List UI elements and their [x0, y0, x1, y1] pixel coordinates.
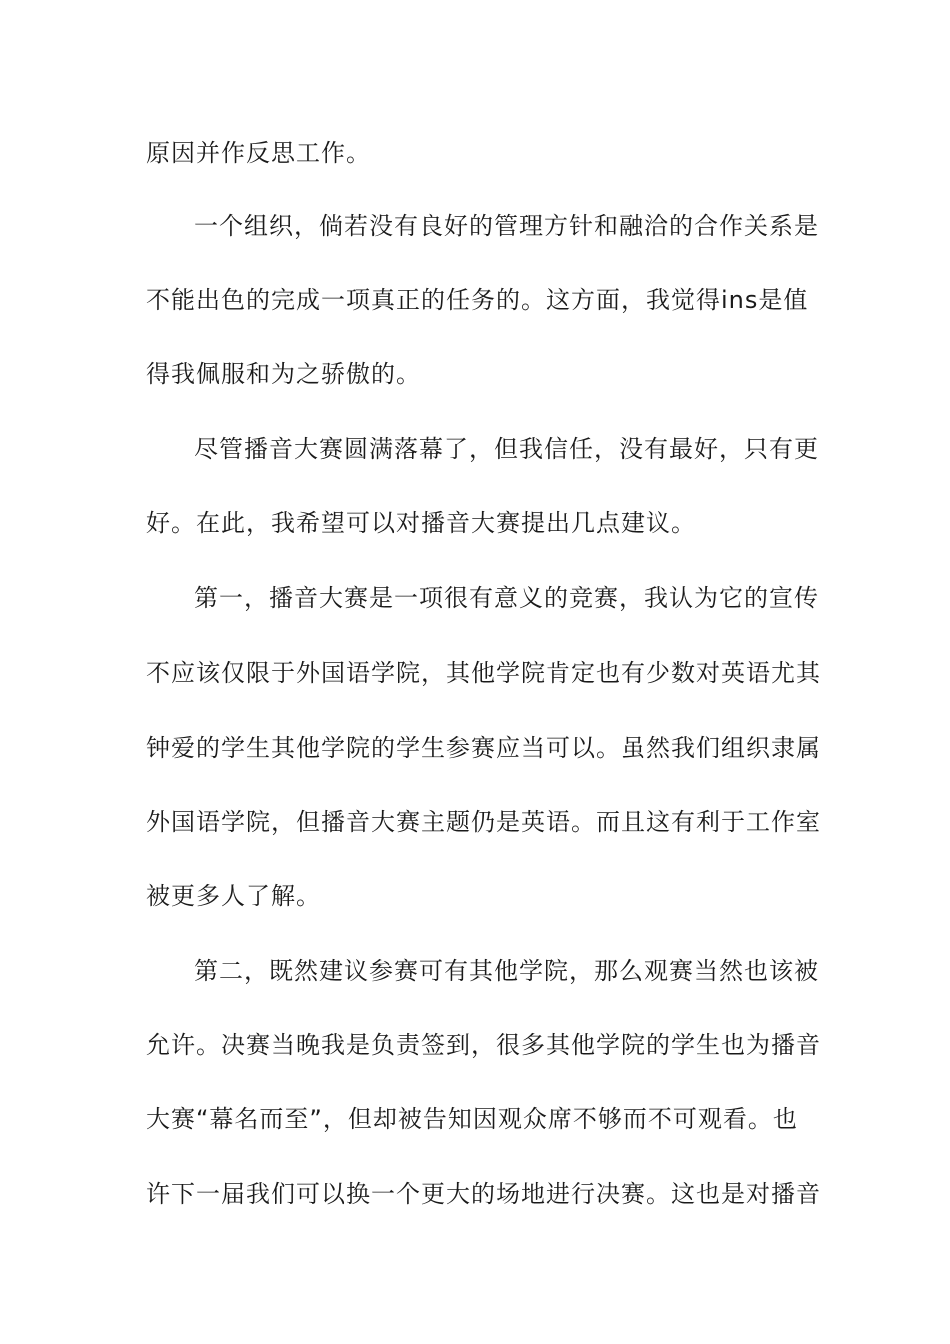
text-line: 允许。决赛当晚我是负责签到，很多其他学院的学生也为播音 — [146, 1031, 821, 1059]
paragraph-first-line: 第一，播音大赛是一项很有意义的竞赛，我认为它的宣传 — [194, 584, 819, 612]
paragraph-first-line: 一个组织，倘若没有良好的管理方针和融洽的合作关系是 — [194, 212, 819, 240]
text-line: 钟爱的学生其他学院的学生参赛应当可以。虽然我们组织隶属 — [146, 734, 821, 762]
text-line: 不应该仅限于外国语学院，其他学院肯定也有少数对英语尤其 — [146, 659, 821, 687]
text-line: 大赛“幕名而至”，但却被告知因观众席不够而不可观看。也 — [146, 1105, 798, 1133]
text-line: 外国语学院，但播音大赛主题仍是英语。而且这有利于工作室 — [146, 808, 821, 836]
paragraph-first-line: 第二，既然建议参赛可有其他学院，那么观赛当然也该被 — [194, 957, 819, 985]
text-line: 得我佩服和为之骄傲的。 — [146, 360, 421, 388]
text-line: 原因并作反思工作。 — [146, 139, 371, 167]
paragraph-first-line: 尽管播音大赛圆满落幕了，但我信任，没有最好，只有更 — [194, 435, 819, 463]
text-line: 好。在此，我希望可以对播音大赛提出几点建议。 — [146, 509, 696, 537]
text-line: 被更多人了解。 — [146, 882, 321, 910]
text-line: 许下一届我们可以换一个更大的场地进行决赛。这也是对播音 — [146, 1180, 821, 1208]
text-line: 不能出色的完成一项真正的任务的。这方面，我觉得ins是值 — [146, 286, 809, 314]
